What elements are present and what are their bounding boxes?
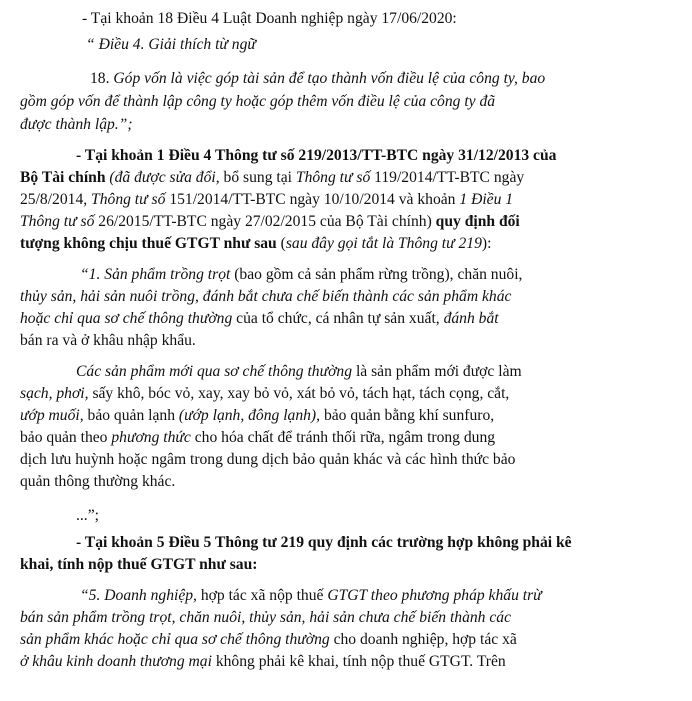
text-line: Thông tư số 26/2015/TT-BTC ngày 27/02/2015 của Bộ Tài chính) quy định đối xyxy=(20,213,520,230)
text-line: sản phẩm khác hoặc chỉ qua sơ chế thông thường cho doanh nghiệp, hợp tác xã xyxy=(20,631,517,648)
text-line: “1. Sản phẩm trồng trọt (bao gồm cả sản phẩm rừng trồng), chăn nuôi, xyxy=(80,266,523,283)
text-line: ở khâu kinh doanh thương mại không phải kê khai, tính nộp thuế GTGT. Trên xyxy=(20,653,506,670)
text-line: 18. Góp vốn là việc góp tài sản để tạo thành vốn điều lệ của công ty, bao xyxy=(90,70,546,87)
text-line: tượng không chịu thuế GTGT như sau (sau đây gọi tắt là Thông tư 219): xyxy=(20,235,492,252)
text-line: Các sản phẩm mới qua sơ chế thông thường là sản phẩm mới được làm xyxy=(76,363,522,380)
text-line: - Tại khoản 5 Điều 5 Thông tư 219 quy định các trường hợp không phải kê xyxy=(76,534,572,551)
text-line: “5. Doanh nghiệp, hợp tác xã nộp thuế GTGT theo phương pháp khấu trừ xyxy=(80,587,542,604)
text-line: 25/8/2014, Thông tư số 151/2014/TT-BTC ngày 10/10/2014 và khoản 1 Điều 1 xyxy=(20,191,514,208)
text-line: ướp muối, bảo quản lạnh (ướp lạnh, đông lạnh), bảo quản bằng khí sunfuro, xyxy=(20,407,495,424)
text-line: bán sản phẩm trồng trọt, chăn nuôi, thủy sản, hải sản chưa chế biến thành các xyxy=(20,609,511,626)
text-line: “ Điều 4. Giải thích từ ngữ xyxy=(86,36,256,53)
text-line: dịch lưu huỳnh hoặc ngâm trong dung dịch bảo quản khác và các hình thức bảo xyxy=(20,451,516,468)
text-line: bán ra và ở khâu nhập khẩu. xyxy=(20,332,196,349)
text-line: sạch, phơi, sấy khô, bóc vỏ, xay, xay bỏ vỏ, xát bỏ vỏ, tách hạt, tách cọng, cắt, xyxy=(20,385,510,402)
text-line: - Tại khoản 1 Điều 4 Thông tư số 219/2013/TT-BTC ngày 31/12/2013 của xyxy=(76,147,557,164)
text-line: được thành lập.”; xyxy=(20,116,133,133)
text-line: ...”; xyxy=(76,507,99,524)
text-line: thủy sản, hải sản nuôi trồng, đánh bắt chưa chế biến thành các sản phẩm khác xyxy=(20,288,512,305)
text-line: khai, tính nộp thuế GTGT như sau: xyxy=(20,556,258,573)
text-line: - Tại khoản 18 Điều 4 Luật Doanh nghiệp ngày 17/06/2020: xyxy=(82,10,457,27)
text-line: quản thông thường khác. xyxy=(20,473,176,490)
text-line: hoặc chỉ qua sơ chế thông thường của tổ chức, cá nhân tự sản xuất, đánh bắt xyxy=(20,310,499,327)
text-line: gồm góp vốn để thành lập công ty hoặc góp thêm vốn điều lệ của công ty đã xyxy=(20,93,496,110)
text-line: bảo quản theo phương thức cho hóa chất để tránh thối rữa, ngâm trong dung xyxy=(20,429,496,446)
text-line: Bộ Tài chính (đã được sửa đổi, bổ sung tại Thông tư số 119/2014/TT-BTC ngày xyxy=(20,169,525,186)
